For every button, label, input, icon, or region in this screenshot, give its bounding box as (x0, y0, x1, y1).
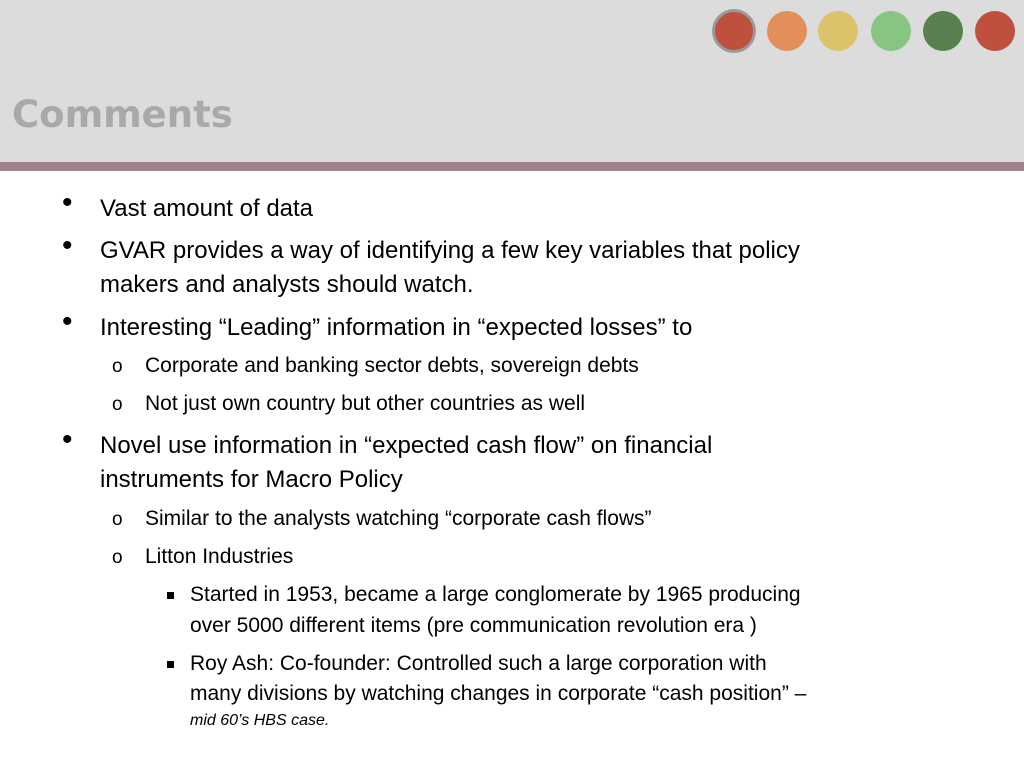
citation-note: mid 60’s HBS case. (190, 712, 330, 729)
sub-bullet-glyph: o (112, 394, 123, 415)
bullet-glyph: • (62, 186, 73, 219)
sub-bullet-glyph: o (112, 356, 123, 377)
sub-bullet-text: Corporate and banking sector debts, sovereign debts (145, 354, 639, 377)
bullet-text: GVAR provides a way of identifying a few key variables that policy (100, 237, 800, 264)
sub-bullet-text: Litton Industries (145, 545, 294, 568)
bullet-text-continued: instruments for Macro Policy (100, 466, 403, 493)
bullet-glyph: • (62, 229, 73, 262)
bullet-text: Novel use information in “expected cash flow” on financial (100, 432, 713, 459)
sub-sub-bullet-text-continued: over 5000 different items (pre communication revolution era ) (190, 614, 757, 637)
sub-sub-bullet-glyph (167, 661, 174, 668)
sub-sub-bullet-text: Started in 1953, became a large conglomerate by 1965 producing (190, 583, 801, 606)
bullet-text: Vast amount of data (100, 195, 314, 222)
sub-bullet-text: Not just own country but other countries as well (145, 392, 586, 415)
sub-sub-bullet-text: Roy Ash: Co-founder: Controlled such a large corporation with (190, 652, 767, 675)
bullet-text: Interesting “Leading” information in “expected losses” to (100, 314, 693, 341)
sub-bullet-glyph: o (112, 547, 123, 568)
sub-sub-bullet-text-continued: many divisions by watching changes in corporate “cash position” – (190, 682, 807, 705)
bullet-text-continued: makers and analysts should watch. (100, 271, 474, 298)
bullet-glyph: • (62, 423, 73, 456)
sub-sub-bullet-glyph (167, 592, 174, 599)
sub-bullet-text: Similar to the analysts watching “corporate cash flows” (145, 507, 652, 530)
sub-bullet-glyph: o (112, 509, 123, 530)
slide-title: Comments (12, 93, 233, 136)
bullet-glyph: • (62, 305, 73, 338)
